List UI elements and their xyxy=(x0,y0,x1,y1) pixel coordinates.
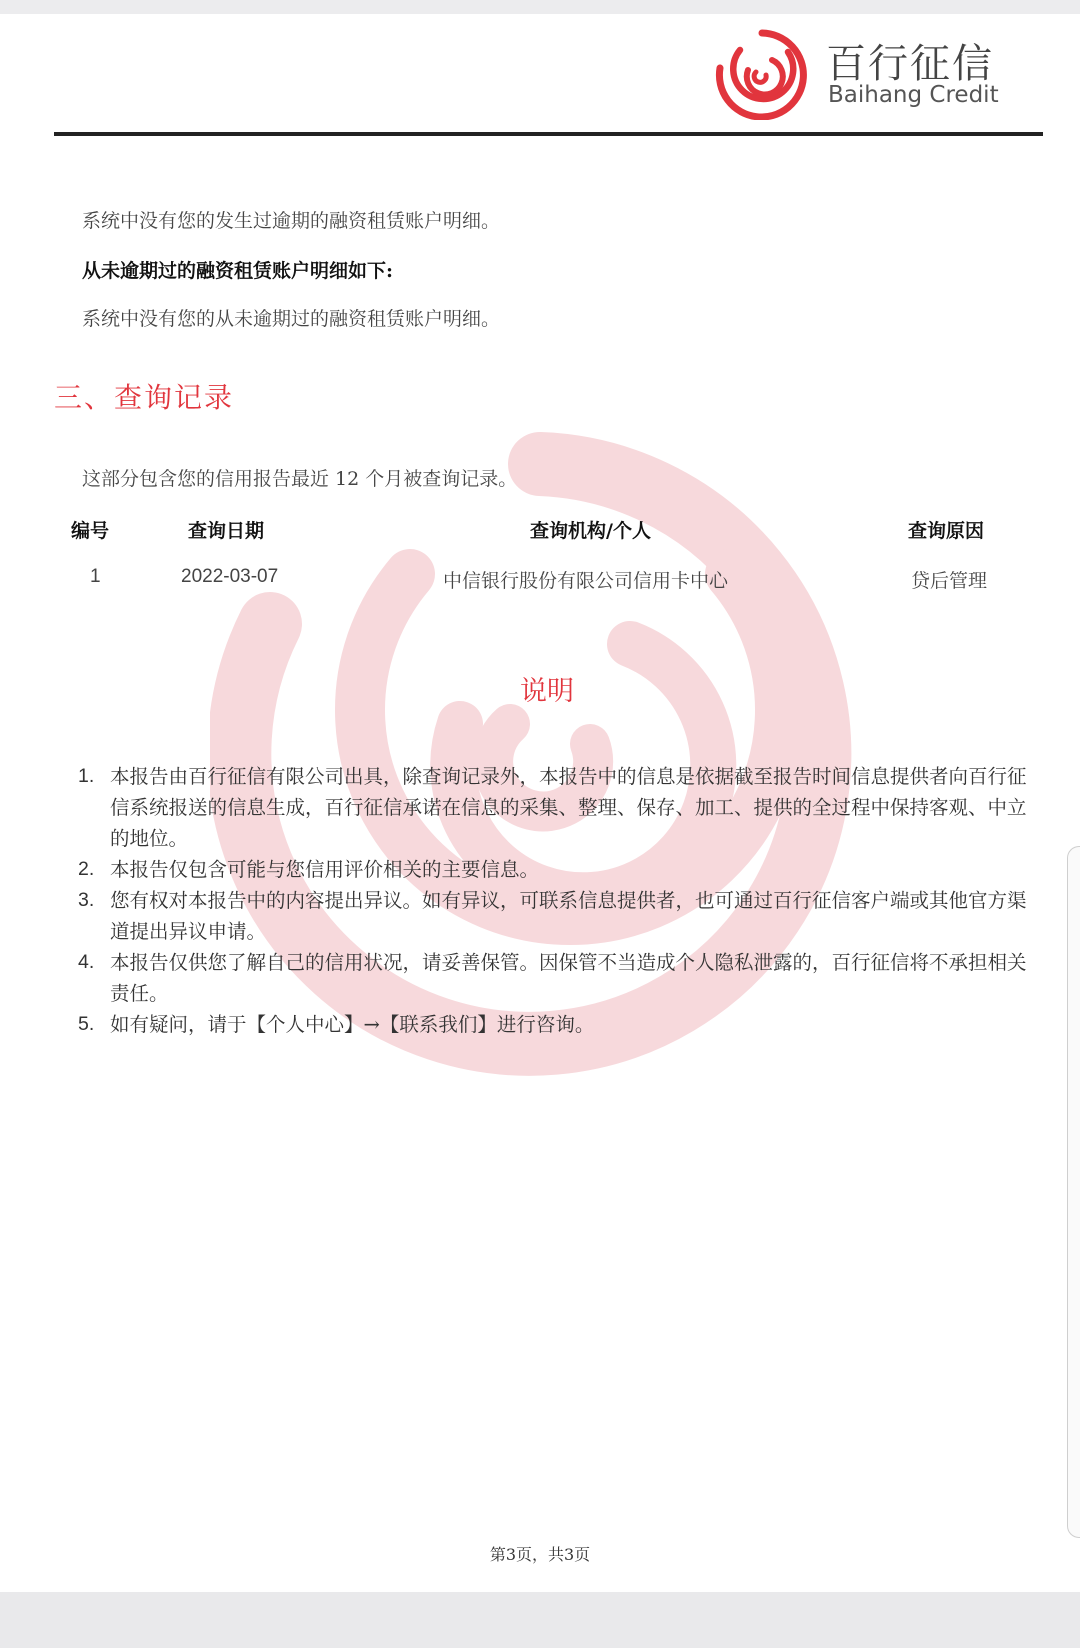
cell-institution: 中信银行股份有限公司信用卡中心 xyxy=(443,570,729,592)
cell-date: 2022-03-07 xyxy=(181,566,279,587)
note-number: 2. xyxy=(78,858,95,880)
list-item xyxy=(78,885,1038,947)
notes-list xyxy=(78,761,1038,1040)
note-number: 4. xyxy=(78,951,95,973)
list-item xyxy=(78,854,1038,885)
note-text: 如有疑问，请于【个人中心】→【联系我们】进行咨询。 xyxy=(110,1013,595,1036)
column-header-number: 编号 xyxy=(71,520,110,542)
column-header-reason: 查询原因 xyxy=(908,520,985,542)
note-text: 本报告仅包含可能与您信用评价相关的主要信息。 xyxy=(110,858,540,881)
list-item xyxy=(78,761,1038,854)
cell-number: 1 xyxy=(90,566,101,587)
note-text: 您有权对本报告中的内容提出异议。如有异议，可联系信息提供者，也可通过百行征信客户端或其他官方渠道提出异议申请。 xyxy=(110,889,1027,943)
cell-reason: 贷后管理 xyxy=(911,570,988,592)
report-page[interactable] xyxy=(0,14,1080,1592)
header-divider xyxy=(54,132,1043,136)
scroll-handle[interactable] xyxy=(1067,846,1080,1538)
query-intro: 这部分包含您的信用报告最近 12 个月被查询记录。 xyxy=(82,468,518,490)
note-number: 5. xyxy=(78,1013,95,1035)
baihang-logo-icon xyxy=(712,28,808,120)
note-text: 本报告仅供您了解自己的信用状况，请妥善保管。因保管不当造成个人隐私泄露的，百行征信将不承担相关责任。 xyxy=(110,951,1027,1005)
brand-logo xyxy=(712,20,1012,120)
list-item xyxy=(78,1009,1038,1040)
section-title-query-records: 三、查询记录 xyxy=(54,381,235,414)
list-item xyxy=(78,947,1038,1009)
note-text: 本报告由百行征信有限公司出具，除查询记录外，本报告中的信息是依据截至报告时间信息提供者向百行征信系统报送的信息生成，百行征信承诺在信息的采集、整理、保存、加工、提供的全过程中保持客观、中立的地位。 xyxy=(110,765,1027,850)
never-overdue-none-text: 系统中没有您的从未逾期过的融资租赁账户明细。 xyxy=(82,308,501,330)
notes-title: 说明 xyxy=(520,676,574,707)
page-number: 第3页，共3页 xyxy=(489,1545,591,1564)
note-number: 3. xyxy=(78,889,95,911)
overdue-leasing-none-text: 系统中没有您的发生过逾期的融资租赁账户明细。 xyxy=(82,210,501,232)
column-header-institution: 查询机构/个人 xyxy=(530,520,651,542)
never-overdue-heading: 从未逾期过的融资租赁账户明细如下: xyxy=(82,260,394,282)
column-header-date: 查询日期 xyxy=(188,520,265,542)
brand-name-cn: 百行征信 xyxy=(826,41,994,87)
brand-name-en: Baihang Credit xyxy=(828,82,999,108)
top-strip xyxy=(0,0,1080,14)
note-number: 1. xyxy=(78,765,95,787)
